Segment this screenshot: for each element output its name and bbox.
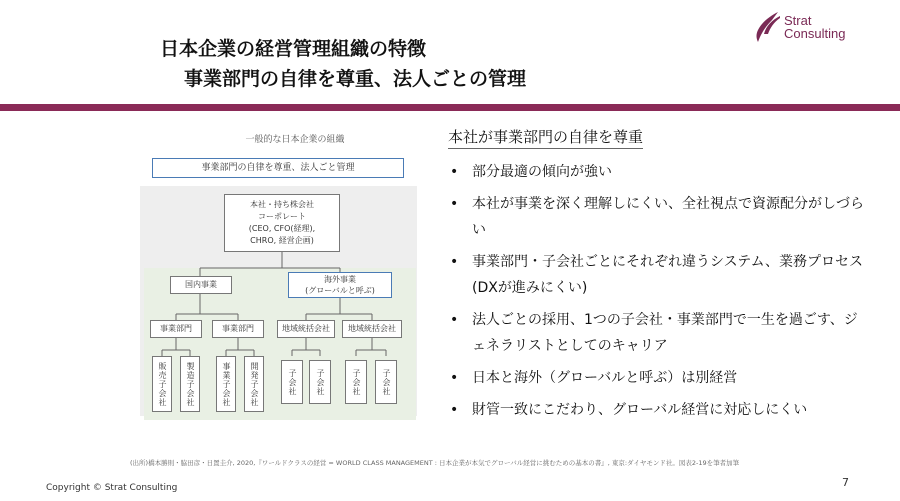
strat-consulting-logo (752, 10, 872, 46)
domestic-business-box: 国内事業 (170, 276, 232, 294)
key-point-item: • 事業部門・子会社ごとにそれぞれ違うシステム、業務プロセス (DXが進みにくい) (448, 249, 868, 301)
manufacturing-subsidiary-box: 製造子会社 (180, 356, 200, 412)
title-line-2: 事業部門の自律を尊重、法人ごとの管理 (184, 68, 527, 90)
key-point-item: • 財管一致にこだわり、グローバル経営に対応しにくい (448, 397, 868, 423)
logo-line-1: Strat (784, 13, 812, 28)
org-chart-caption: 一般的な日本企業の組織 (245, 135, 345, 145)
org-chart (140, 150, 417, 422)
division-box: 事業部門 (150, 320, 202, 338)
division-box: 事業部門 (212, 320, 264, 338)
page-number: 7 (842, 476, 849, 489)
overseas-business-box (288, 272, 392, 298)
key-points-heading: 本社が事業部門の自律を尊重 (448, 126, 643, 149)
org-chart-banner: 事業部門の自律を尊重、法人ごと管理 (152, 158, 404, 178)
development-subsidiary-box: 開発子会社 (244, 356, 264, 412)
sales-subsidiary-box: 販売子会社 (152, 356, 172, 412)
hq-line: (CEO, CFO(経理), (248, 224, 316, 233)
swoosh-logo-icon (752, 10, 782, 44)
key-point-item: • 部分最適の傾向が強い (448, 159, 868, 185)
source-note: (出所)橋本勝則・脇田彦・日置圭介, 2020,『ワールドクラスの経営 = WORLD CLASS MANAGEMENT : 日本企業が本気でグローバル経営に挑むための基本の書』, 東京:ダイヤモンド社。図表2-19を筆者加筆 (130, 459, 740, 467)
title-line-1: 日本企業の経営管理組織の特徴 (160, 38, 427, 60)
key-points-list (448, 159, 878, 423)
hq-line: 本社・持ち株会社 (250, 200, 314, 209)
subsidiary-box: 子会社 (375, 360, 397, 404)
subsidiary-box: 子会社 (309, 360, 331, 404)
logo-line-2: Consulting (784, 26, 846, 41)
regional-hq-box: 地域統括会社 (277, 320, 335, 338)
subsidiary-box: 子会社 (345, 360, 367, 404)
key-point-item: • 日本と海外（グローバルと呼ぶ）は別経営 (448, 365, 868, 391)
key-points-panel (448, 126, 878, 429)
hq-line: コーポレート (258, 212, 306, 221)
hq-line: CHRO, 経営企画) (250, 236, 314, 245)
key-point-item: • 本社が事業を深く理解しにくい、全社視点で資源配分がしづらい (448, 191, 868, 243)
regional-hq-box: 地域統括会社 (342, 320, 402, 338)
key-point-item: • 法人ごとの採用、1つの子会社・事業部門で一生を過ごす、ジェネラリストとしてのキャリア (448, 307, 868, 359)
overseas-label: 海外事業 (324, 275, 356, 284)
subsidiary-box: 子会社 (281, 360, 303, 404)
overseas-sublabel: (グローバルと呼ぶ) (305, 286, 375, 295)
copyright-text: Copyright © Strat Consulting (46, 483, 178, 493)
slide-title (160, 34, 526, 94)
business-subsidiary-box: 事業子会社 (216, 356, 236, 412)
accent-bar (0, 104, 900, 111)
